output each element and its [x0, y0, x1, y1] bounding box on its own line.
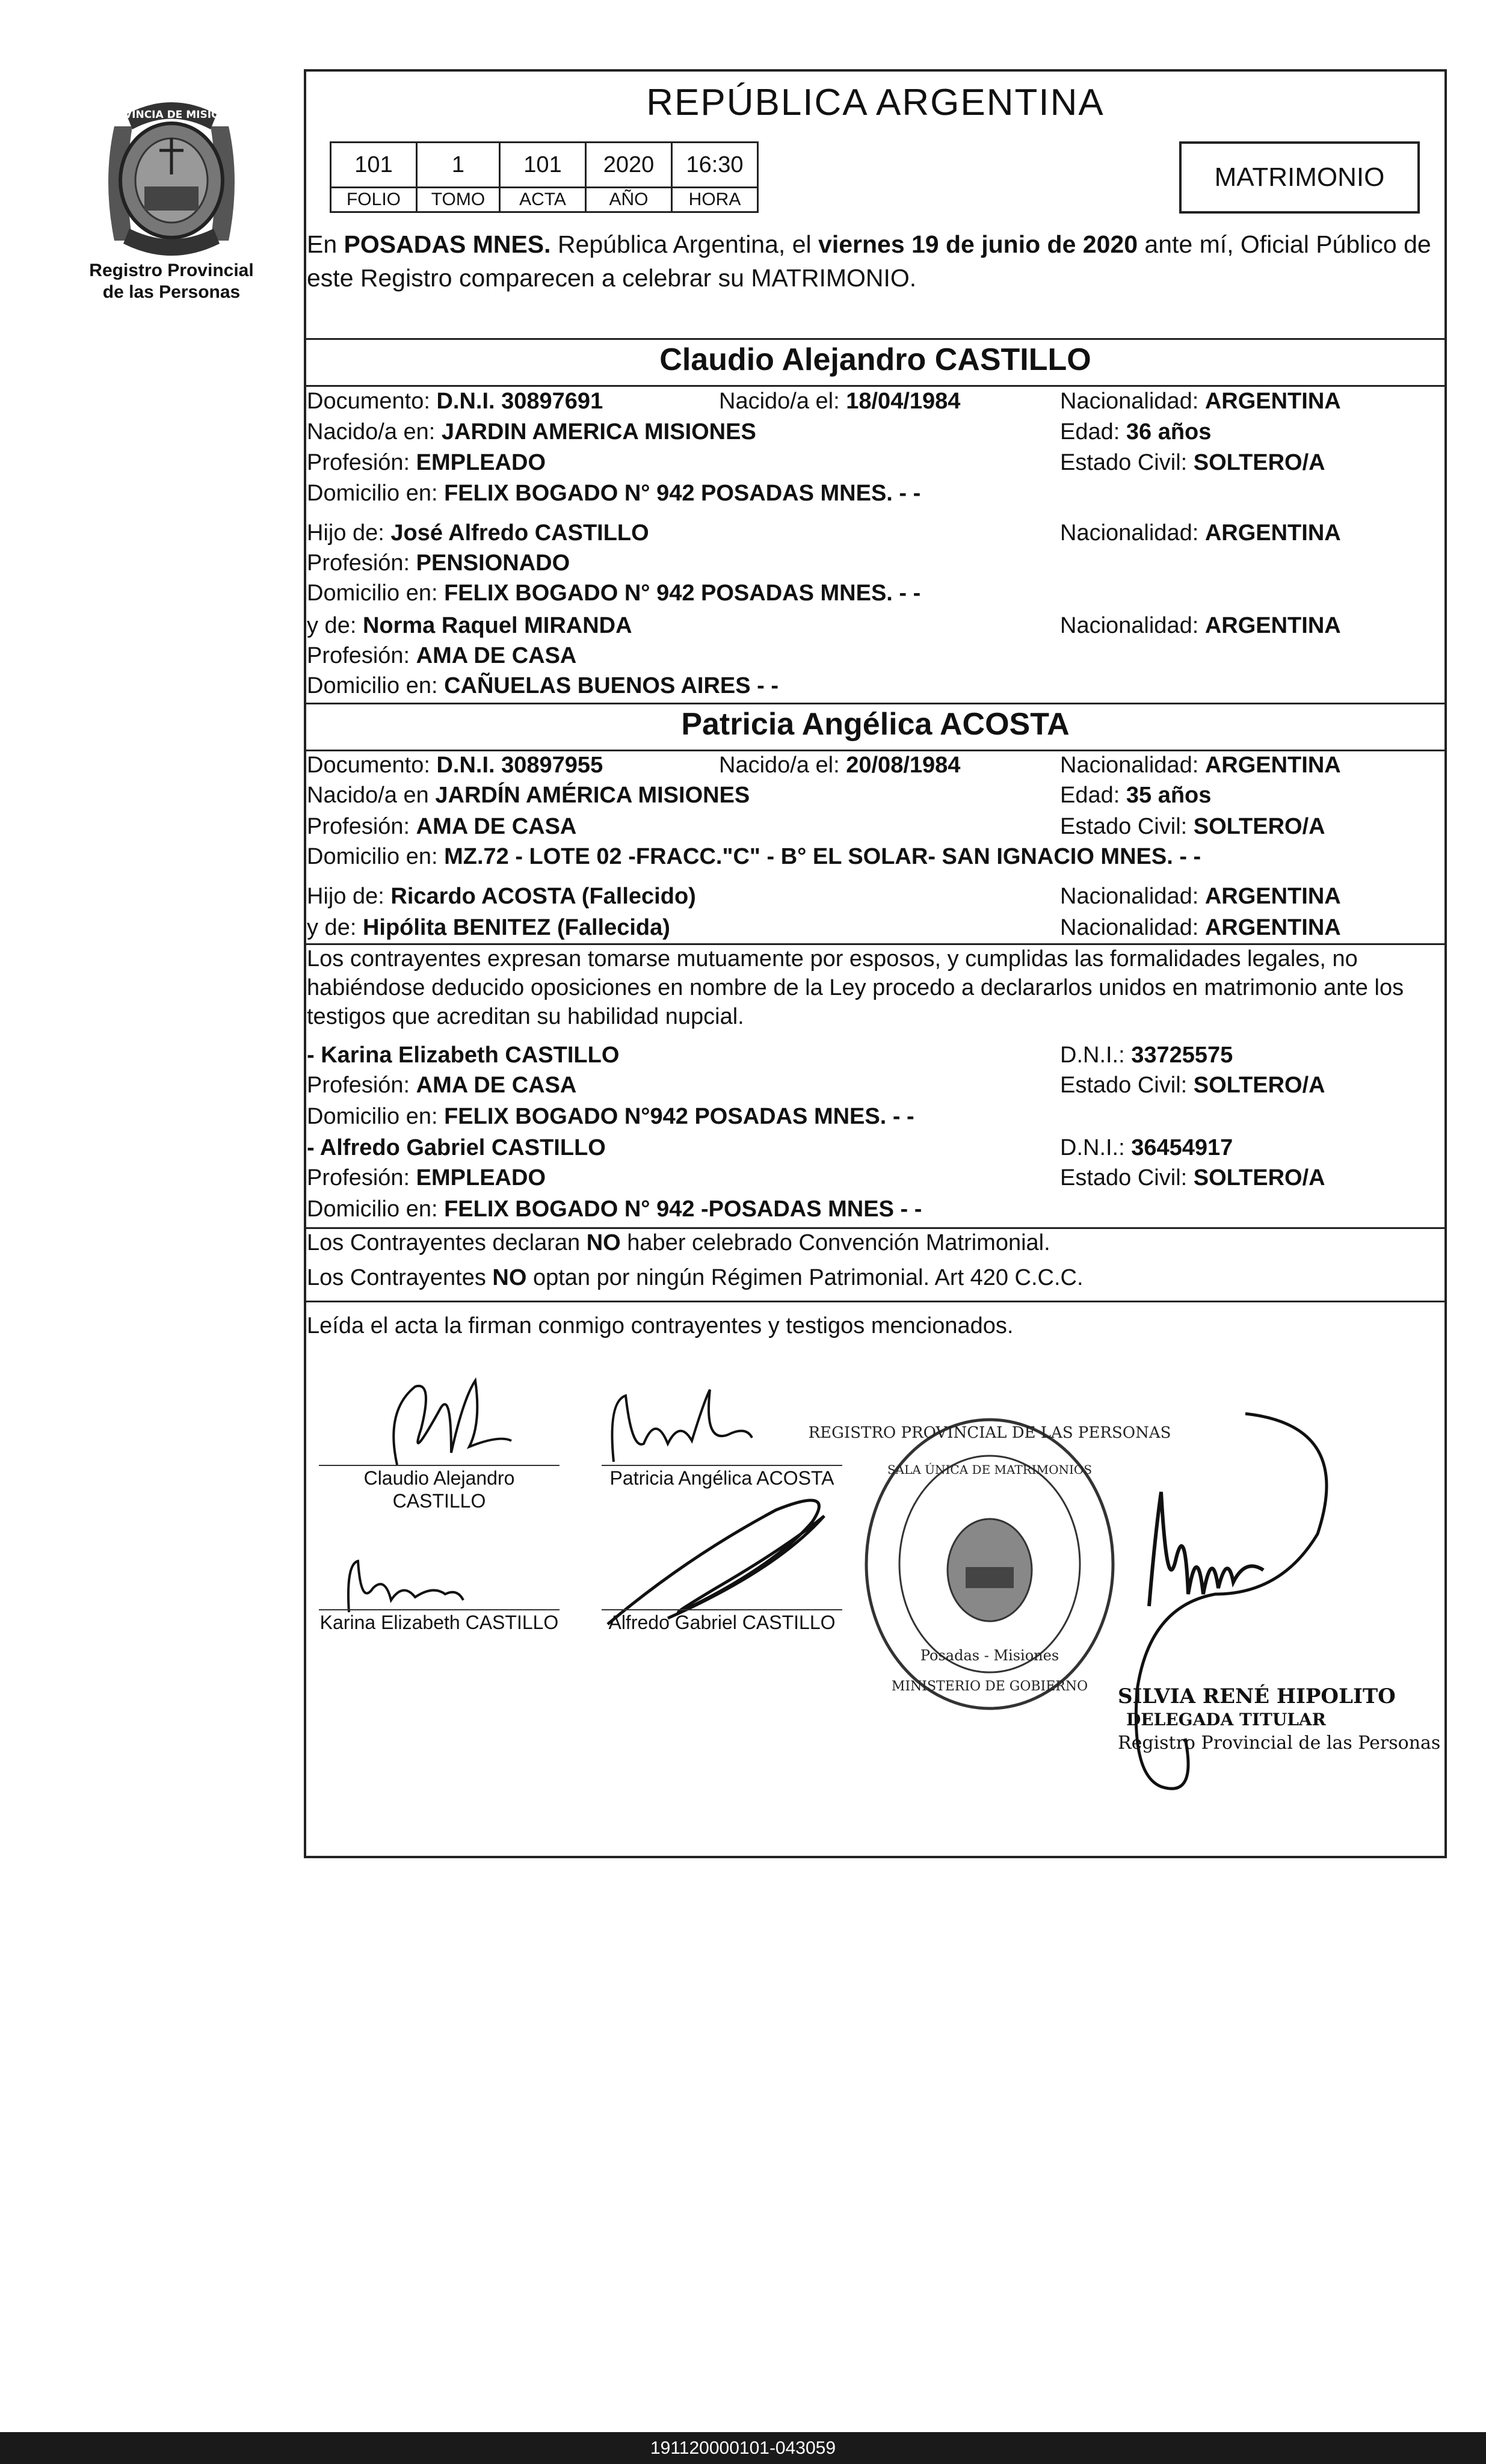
spouse1-father-nationality: Nacionalidad: ARGENTINA	[1060, 520, 1341, 546]
signature-karina	[337, 1552, 469, 1618]
signature-label-patricia: Patricia Angélica ACOSTA	[609, 1467, 834, 1489]
spouse1-document: Documento: D.N.I. 30897691	[307, 389, 603, 414]
stamp-ministry: MINISTERIO DE GOBIERNO	[891, 1679, 1088, 1694]
signature-alfredo	[596, 1486, 848, 1630]
spouse1-mother-profession: Profesión: AMA DE CASA	[307, 643, 577, 668]
regime-line2: Los Contrayentes NO optan por ningún Régimen Patrimonial. Art 420 C.C.C.	[307, 1265, 1084, 1290]
province-seal-logo	[90, 90, 253, 271]
signature-claudio	[361, 1375, 529, 1471]
registry-label	[72, 260, 271, 303]
official-name: SILVIA RENÉ HIPOLITO	[1118, 1684, 1396, 1708]
spouse1-father-address: Domicilio en: FELIX BOGADO N° 942 POSADAS MNES. - -	[307, 581, 921, 606]
divider	[304, 750, 1447, 751]
divider	[304, 703, 1447, 704]
logo-lettering: PROVINCIA DE MISIONES	[100, 109, 243, 121]
witness1-address: Domicilio en: FELIX BOGADO N°942 POSADAS MNES. - -	[307, 1104, 914, 1129]
signing-statement: Leída el acta la firman conmigo contrayentes y testigos mencionados.	[307, 1313, 1014, 1338]
official-role: DELEGADA TITULAR	[1126, 1710, 1326, 1729]
intro-paragraph: En POSADAS MNES. República Argentina, el viernes 19 de junio de 2020 ante mí, Oficial Público de este Registro comparecen a celebrar su MATRIMONIO.	[307, 230, 1431, 292]
spouse1-mother-address: Domicilio en: CAÑUELAS BUENOS AIRES - -	[307, 673, 779, 698]
tomo-label: TOMO	[417, 188, 500, 212]
spouse2-birthplace: Nacido/a en JARDÍN AMÉRICA MISIONES	[307, 783, 750, 808]
spouse2-age: Edad: 35 años	[1060, 783, 1212, 808]
spouse1-age: Edad: 36 años	[1060, 419, 1212, 445]
spouse1-mother-nationality: Nacionalidad: ARGENTINA	[1060, 613, 1341, 638]
spouse1-profession: Profesión: EMPLEADO	[307, 450, 546, 475]
acta-label: ACTA	[500, 188, 586, 212]
divider	[304, 338, 1447, 340]
divider	[304, 385, 1447, 387]
divider	[304, 1301, 1447, 1302]
spouse2-address: Domicilio en: MZ.72 - LOTE 02 -FRACC."C" - B° EL SOLAR- SAN IGNACIO MNES. - -	[307, 844, 1201, 869]
registry-label-line1: Registro Provincial	[89, 260, 254, 280]
stamp-inner-text: SALA ÚNICA DE MATRIMONIOS	[887, 1462, 1093, 1477]
spouse2-mother: y de: Hipólita BENITEZ (Fallecida)	[307, 915, 670, 940]
intro-date: viernes 19 de junio de 2020	[818, 230, 1138, 258]
signature-label-karina: Karina Elizabeth CASTILLO	[319, 1612, 559, 1633]
acta-value: 101	[500, 143, 586, 188]
folio-value: 101	[331, 143, 417, 188]
signature-line	[602, 1609, 842, 1610]
spouse2-civil-status: Estado Civil: SOLTERO/A	[1060, 814, 1325, 839]
spouse1-civil-status: Estado Civil: SOLTERO/A	[1060, 450, 1325, 475]
footer-code: 191120000101-043059	[0, 2432, 1486, 2464]
spouse2-mother-nationality: Nacionalidad: ARGENTINA	[1060, 915, 1341, 940]
official-org: Registro Provincial de las Personas	[1118, 1732, 1441, 1754]
spouse2-profession: Profesión: AMA DE CASA	[307, 814, 577, 839]
spouse1-father: Hijo de: José Alfredo CASTILLO	[307, 520, 649, 546]
spouse1-birthdate: Nacido/a el: 18/04/1984	[719, 389, 961, 414]
folio-label: FOLIO	[331, 188, 417, 212]
intro-place: POSADAS MNES.	[344, 230, 551, 258]
act-type-box: MATRIMONIO	[1179, 141, 1420, 214]
stamp-city: Posadas - Misiones	[920, 1647, 1059, 1664]
country-title: REPÚBLICA ARGENTINA	[646, 82, 1105, 123]
witness2-profession: Profesión: EMPLEADO	[307, 1165, 546, 1190]
spouse1-father-profession: Profesión: PENSIONADO	[307, 550, 570, 576]
spouse2-father-nationality: Nacionalidad: ARGENTINA	[1060, 884, 1341, 909]
witness1-dni: D.N.I.: 33725575	[1060, 1043, 1233, 1068]
spouse2-father: Hijo de: Ricardo ACOSTA (Fallecido)	[307, 884, 696, 909]
spouse2-name: Patricia Angélica ACOSTA	[681, 707, 1070, 742]
ano-value: 2020	[586, 143, 672, 188]
tomo-value: 1	[417, 143, 500, 188]
spouse1-birthplace: Nacido/a en: JARDIN AMERICA MISIONES	[307, 419, 756, 445]
signature-patricia	[602, 1378, 758, 1468]
spouse2-birthdate: Nacido/a el: 20/08/1984	[719, 753, 961, 778]
spouse1-mother: y de: Norma Raquel MIRANDA	[307, 613, 632, 638]
registry-table	[330, 141, 759, 213]
witness1-profession: Profesión: AMA DE CASA	[307, 1073, 577, 1098]
signature-line	[319, 1465, 560, 1466]
hora-label: HORA	[672, 188, 758, 212]
signature-label-claudio: Claudio Alejandro CASTILLO	[363, 1467, 515, 1512]
ano-label: AÑO	[586, 188, 672, 212]
regime-line1: Los Contrayentes declaran NO haber celebrado Convención Matrimonial.	[307, 1230, 1050, 1255]
witness2-civil-status: Estado Civil: SOLTERO/A	[1060, 1165, 1325, 1190]
signature-line	[319, 1609, 560, 1610]
spouse1-name: Claudio Alejandro CASTILLO	[659, 342, 1091, 377]
spouse1-address: Domicilio en: FELIX BOGADO N° 942 POSADAS MNES. - -	[307, 481, 921, 506]
registry-label-line2: de las Personas	[102, 282, 241, 302]
divider	[304, 1227, 1447, 1229]
witness2-address: Domicilio en: FELIX BOGADO N° 942 -POSADAS MNES - -	[307, 1197, 922, 1222]
signature-label-alfredo: Alfredo Gabriel CASTILLO	[608, 1612, 836, 1633]
witness2-name: - Alfredo Gabriel CASTILLO	[307, 1135, 606, 1160]
signature-line	[602, 1465, 842, 1466]
spouse1-nationality: Nacionalidad: ARGENTINA	[1060, 389, 1341, 414]
declaration-paragraph: Los contrayentes expresan tomarse mutuamente por esposos, y cumplidas las formalidades legales, no habiéndose deducido oposiciones en nombre de la Ley procedo a declararlos unidos en matrimonio ante los testigos que acreditan su habilidad nupcial.	[307, 946, 1404, 1029]
witness2-dni: D.N.I.: 36454917	[1060, 1135, 1233, 1160]
spouse2-document: Documento: D.N.I. 30897955	[307, 753, 603, 778]
hora-value: 16:30	[672, 143, 758, 188]
spouse2-nationality: Nacionalidad: ARGENTINA	[1060, 753, 1341, 778]
witness1-civil-status: Estado Civil: SOLTERO/A	[1060, 1073, 1325, 1098]
witness1-name: - Karina Elizabeth CASTILLO	[307, 1043, 620, 1068]
stamp-outer-text: REGISTRO PROVINCIAL DE LAS PERSONAS	[808, 1424, 1171, 1442]
